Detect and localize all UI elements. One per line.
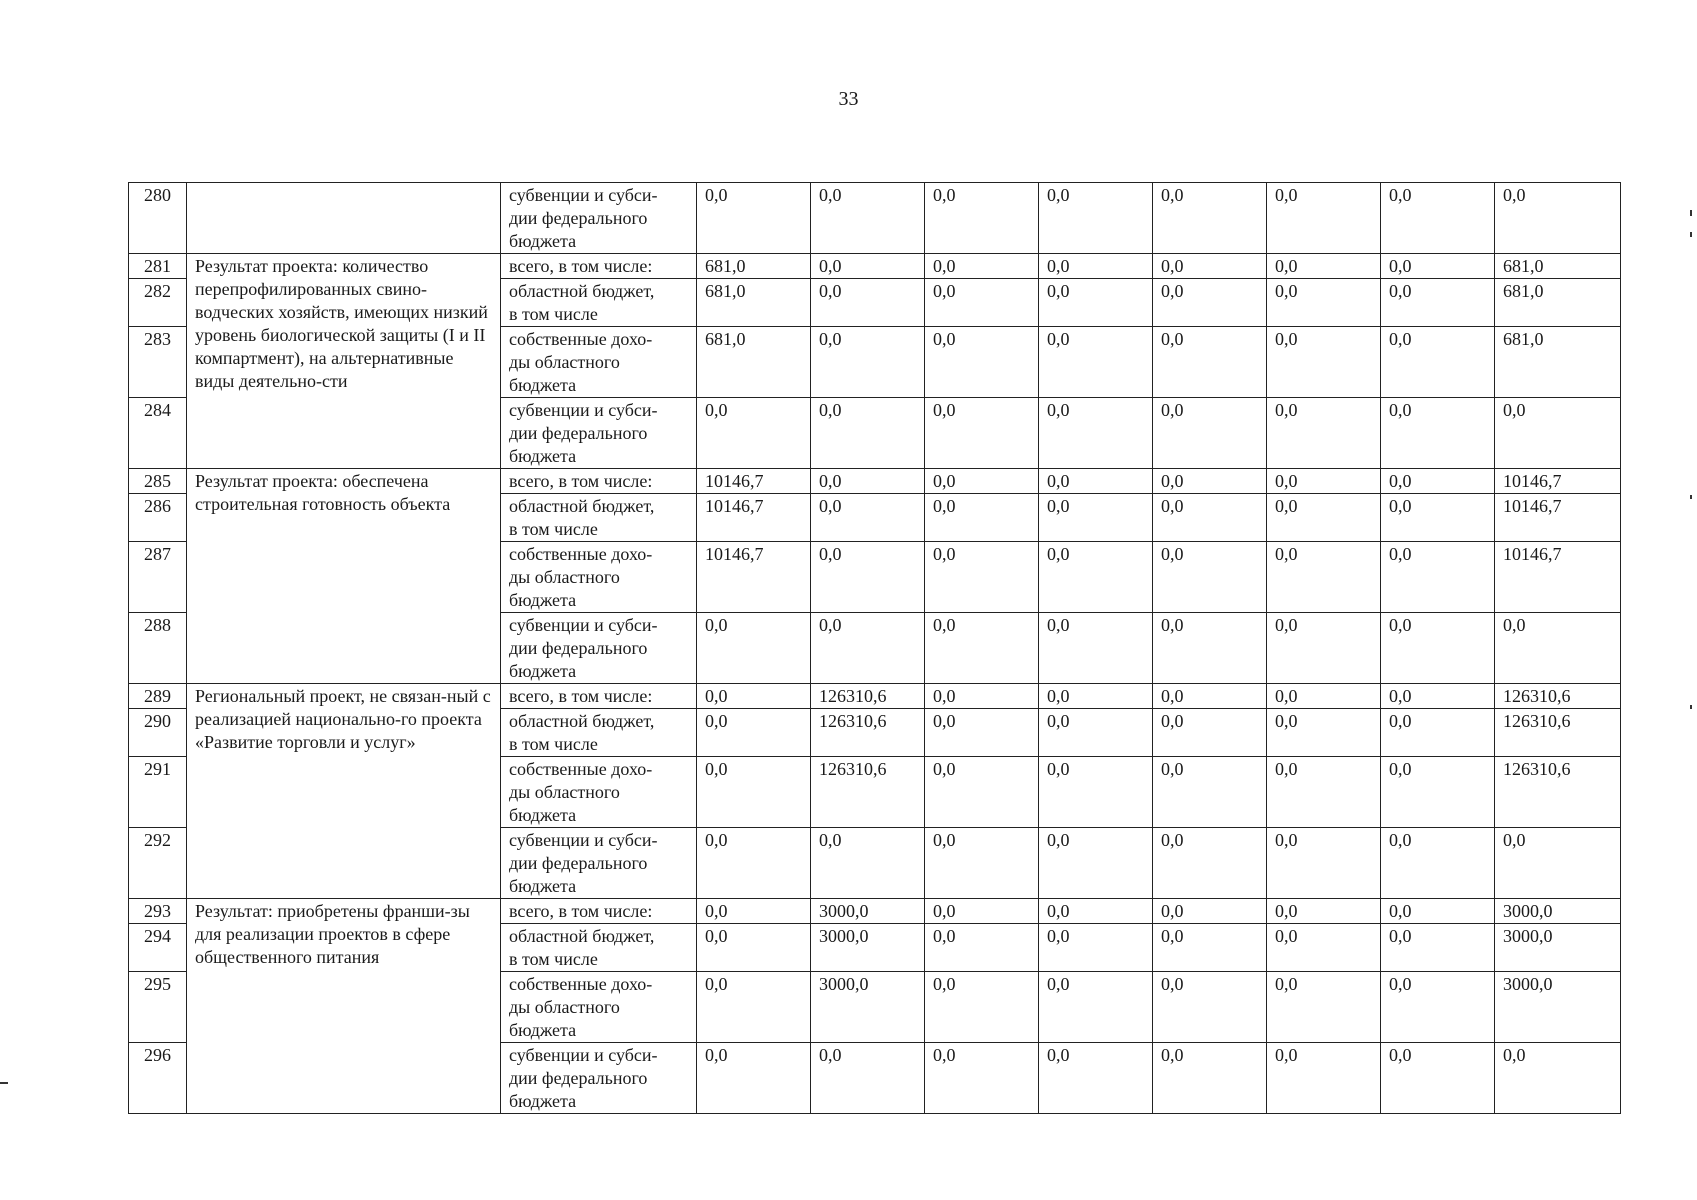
- margin-mark-left: [0, 1082, 8, 1084]
- result-description: Результат проекта: количество перепрофилированных свино-водческих хозяйств, имеющих низкий уровень биологической защиты (I и II компартмент), на альтернативные виды деятельно-сти: [187, 254, 501, 469]
- row-number: 293: [129, 899, 187, 924]
- amount-cell: 0,0: [925, 254, 1039, 279]
- amount-cell: 0,0: [1381, 469, 1495, 494]
- row-number: 290: [129, 709, 187, 757]
- amount-cell: 3000,0: [1495, 924, 1621, 972]
- amount-cell: 0,0: [811, 398, 925, 469]
- amount-cell: 0,0: [925, 183, 1039, 254]
- amount-cell: 0,0: [1267, 924, 1381, 972]
- amount-cell: 0,0: [1381, 542, 1495, 613]
- amount-cell: 0,0: [1267, 254, 1381, 279]
- amount-cell: 0,0: [697, 183, 811, 254]
- amount-cell: 0,0: [925, 327, 1039, 398]
- amount-cell: 126310,6: [811, 709, 925, 757]
- amount-cell: 0,0: [697, 972, 811, 1043]
- amount-cell: 0,0: [811, 542, 925, 613]
- amount-cell: 10146,7: [1495, 542, 1621, 613]
- amount-cell: 0,0: [811, 1043, 925, 1114]
- row-number: 289: [129, 684, 187, 709]
- row-number: 294: [129, 924, 187, 972]
- amount-cell: 0,0: [1153, 469, 1267, 494]
- amount-cell: 0,0: [1267, 183, 1381, 254]
- amount-cell: 0,0: [1153, 828, 1267, 899]
- table-body: [129, 183, 1621, 1114]
- amount-cell: 0,0: [811, 469, 925, 494]
- amount-cell: 681,0: [1495, 279, 1621, 327]
- amount-cell: 0,0: [697, 899, 811, 924]
- amount-cell: 0,0: [925, 494, 1039, 542]
- table-row: [129, 254, 1621, 279]
- amount-cell: 0,0: [1267, 327, 1381, 398]
- amount-cell: 0,0: [1153, 398, 1267, 469]
- amount-cell: 0,0: [697, 613, 811, 684]
- row-number: 284: [129, 398, 187, 469]
- amount-cell: 0,0: [1267, 899, 1381, 924]
- funding-source: собственные дохо- ды областного бюджета: [501, 972, 697, 1043]
- amount-cell: 0,0: [1153, 542, 1267, 613]
- amount-cell: 0,0: [1267, 613, 1381, 684]
- amount-cell: 0,0: [811, 828, 925, 899]
- amount-cell: 0,0: [1381, 972, 1495, 1043]
- row-number: 296: [129, 1043, 187, 1114]
- row-number: 287: [129, 542, 187, 613]
- amount-cell: 0,0: [925, 398, 1039, 469]
- row-number: 281: [129, 254, 187, 279]
- amount-cell: 10146,7: [1495, 469, 1621, 494]
- amount-cell: 0,0: [1381, 757, 1495, 828]
- amount-cell: 0,0: [1039, 542, 1153, 613]
- amount-cell: 681,0: [1495, 327, 1621, 398]
- funding-source: собственные дохо- ды областного бюджета: [501, 757, 697, 828]
- funding-source: областной бюджет, в том числе: [501, 924, 697, 972]
- amount-cell: 0,0: [1495, 1043, 1621, 1114]
- amount-cell: 0,0: [1039, 279, 1153, 327]
- amount-cell: 0,0: [925, 757, 1039, 828]
- amount-cell: 0,0: [925, 972, 1039, 1043]
- amount-cell: 0,0: [925, 924, 1039, 972]
- amount-cell: 0,0: [1381, 183, 1495, 254]
- amount-cell: 0,0: [1267, 972, 1381, 1043]
- page-number: 33: [838, 88, 859, 110]
- amount-cell: 0,0: [1381, 1043, 1495, 1114]
- amount-cell: 0,0: [1039, 494, 1153, 542]
- amount-cell: 126310,6: [1495, 709, 1621, 757]
- funding-source: всего, в том числе:: [501, 899, 697, 924]
- budget-table: [128, 182, 1621, 1114]
- amount-cell: 0,0: [925, 469, 1039, 494]
- margin-mark-right-2: [1690, 232, 1692, 237]
- amount-cell: 0,0: [925, 709, 1039, 757]
- amount-cell: 0,0: [811, 613, 925, 684]
- amount-cell: 126310,6: [811, 757, 925, 828]
- amount-cell: 0,0: [1153, 279, 1267, 327]
- amount-cell: 0,0: [1381, 924, 1495, 972]
- amount-cell: 0,0: [1381, 398, 1495, 469]
- amount-cell: 0,0: [1153, 684, 1267, 709]
- amount-cell: 0,0: [697, 684, 811, 709]
- description-cell-empty: [187, 183, 501, 254]
- row-number: 292: [129, 828, 187, 899]
- result-description: Региональный проект, не связан-ный с реализацией национально-го проекта «Развитие торговли и услуг»: [187, 684, 501, 899]
- amount-cell: 0,0: [925, 828, 1039, 899]
- funding-source: всего, в том числе:: [501, 684, 697, 709]
- amount-cell: 0,0: [1039, 899, 1153, 924]
- amount-cell: 0,0: [1267, 828, 1381, 899]
- amount-cell: 0,0: [1153, 709, 1267, 757]
- amount-cell: 0,0: [1267, 469, 1381, 494]
- row-number: 285: [129, 469, 187, 494]
- amount-cell: 0,0: [697, 828, 811, 899]
- amount-cell: 0,0: [1267, 684, 1381, 709]
- funding-source: областной бюджет, в том числе: [501, 494, 697, 542]
- row-number: 283: [129, 327, 187, 398]
- amount-cell: 0,0: [697, 709, 811, 757]
- margin-mark-right-4: [1690, 705, 1692, 709]
- amount-cell: 0,0: [925, 279, 1039, 327]
- funding-source: субвенции и субси- дии федерального бюджета: [501, 613, 697, 684]
- amount-cell: 0,0: [1153, 494, 1267, 542]
- amount-cell: 0,0: [1381, 327, 1495, 398]
- amount-cell: 0,0: [1267, 494, 1381, 542]
- table-row: [129, 469, 1621, 494]
- amount-cell: 0,0: [925, 1043, 1039, 1114]
- amount-cell: 0,0: [697, 398, 811, 469]
- amount-cell: 0,0: [697, 1043, 811, 1114]
- amount-cell: 681,0: [697, 279, 811, 327]
- amount-cell: 0,0: [1153, 924, 1267, 972]
- amount-cell: 0,0: [1039, 1043, 1153, 1114]
- amount-cell: 0,0: [1039, 972, 1153, 1043]
- funding-source: субвенции и субси- дии федерального бюджета: [501, 828, 697, 899]
- margin-mark-right-3: [1690, 495, 1692, 499]
- funding-source: всего, в том числе:: [501, 469, 697, 494]
- amount-cell: 0,0: [1381, 899, 1495, 924]
- amount-cell: 0,0: [1153, 254, 1267, 279]
- funding-source: всего, в том числе:: [501, 254, 697, 279]
- amount-cell: 0,0: [1039, 398, 1153, 469]
- amount-cell: 0,0: [811, 254, 925, 279]
- amount-cell: 0,0: [1381, 684, 1495, 709]
- amount-cell: 0,0: [1039, 709, 1153, 757]
- amount-cell: 0,0: [1381, 828, 1495, 899]
- amount-cell: 0,0: [811, 183, 925, 254]
- funding-source: субвенции и субси- дии федерального бюджета: [501, 1043, 697, 1114]
- amount-cell: 0,0: [1039, 613, 1153, 684]
- amount-cell: 0,0: [1267, 398, 1381, 469]
- amount-cell: 0,0: [1039, 828, 1153, 899]
- table-row: [129, 684, 1621, 709]
- amount-cell: 0,0: [1153, 327, 1267, 398]
- table-row: [129, 183, 1621, 254]
- funding-source: субвенции и субси- дии федерального бюджета: [501, 398, 697, 469]
- amount-cell: 681,0: [697, 327, 811, 398]
- amount-cell: 126310,6: [1495, 757, 1621, 828]
- amount-cell: 0,0: [1381, 494, 1495, 542]
- amount-cell: 3000,0: [811, 899, 925, 924]
- amount-cell: 0,0: [1495, 613, 1621, 684]
- amount-cell: 0,0: [1381, 613, 1495, 684]
- funding-source: собственные дохо- ды областного бюджета: [501, 327, 697, 398]
- amount-cell: 0,0: [1381, 279, 1495, 327]
- amount-cell: 3000,0: [1495, 972, 1621, 1043]
- result-description: Результат проекта: обеспечена строительная готовность объекта: [187, 469, 501, 684]
- amount-cell: 0,0: [811, 327, 925, 398]
- amount-cell: 126310,6: [1495, 684, 1621, 709]
- amount-cell: 0,0: [1267, 279, 1381, 327]
- amount-cell: 10146,7: [697, 469, 811, 494]
- row-number: 288: [129, 613, 187, 684]
- funding-source: областной бюджет, в том числе: [501, 279, 697, 327]
- amount-cell: 3000,0: [811, 972, 925, 1043]
- amount-cell: 0,0: [1039, 684, 1153, 709]
- amount-cell: 0,0: [1039, 183, 1153, 254]
- amount-cell: 681,0: [1495, 254, 1621, 279]
- amount-cell: 0,0: [1381, 709, 1495, 757]
- amount-cell: 0,0: [925, 613, 1039, 684]
- amount-cell: 0,0: [1153, 972, 1267, 1043]
- amount-cell: 3000,0: [1495, 899, 1621, 924]
- amount-cell: 0,0: [1495, 398, 1621, 469]
- amount-cell: 0,0: [1153, 183, 1267, 254]
- amount-cell: 0,0: [1267, 542, 1381, 613]
- amount-cell: 0,0: [1039, 327, 1153, 398]
- amount-cell: 0,0: [1039, 924, 1153, 972]
- amount-cell: 0,0: [697, 757, 811, 828]
- funding-source: субвенции и субси- дии федерального бюджета: [501, 183, 697, 254]
- amount-cell: 0,0: [925, 899, 1039, 924]
- row-number: 280: [129, 183, 187, 254]
- amount-cell: 0,0: [697, 924, 811, 972]
- amount-cell: 0,0: [811, 494, 925, 542]
- amount-cell: 0,0: [811, 279, 925, 327]
- row-number: 295: [129, 972, 187, 1043]
- amount-cell: 0,0: [1267, 709, 1381, 757]
- amount-cell: 10146,7: [1495, 494, 1621, 542]
- amount-cell: 0,0: [1153, 1043, 1267, 1114]
- amount-cell: 3000,0: [811, 924, 925, 972]
- amount-cell: 0,0: [925, 542, 1039, 613]
- amount-cell: 681,0: [697, 254, 811, 279]
- amount-cell: 0,0: [1267, 1043, 1381, 1114]
- result-description: Результат: приобретены франши-зы для реализации проектов в сфере общественного питания: [187, 899, 501, 1114]
- row-number: 291: [129, 757, 187, 828]
- amount-cell: 0,0: [1153, 899, 1267, 924]
- funding-source: собственные дохо- ды областного бюджета: [501, 542, 697, 613]
- amount-cell: 0,0: [1039, 469, 1153, 494]
- amount-cell: 10146,7: [697, 542, 811, 613]
- amount-cell: 0,0: [1495, 828, 1621, 899]
- margin-mark-right-1: [1690, 210, 1692, 216]
- table-row: [129, 899, 1621, 924]
- amount-cell: 0,0: [1153, 757, 1267, 828]
- funding-source: областной бюджет, в том числе: [501, 709, 697, 757]
- amount-cell: 0,0: [1153, 613, 1267, 684]
- amount-cell: 10146,7: [697, 494, 811, 542]
- amount-cell: 0,0: [1381, 254, 1495, 279]
- amount-cell: 0,0: [1495, 183, 1621, 254]
- amount-cell: 0,0: [1267, 757, 1381, 828]
- amount-cell: 0,0: [925, 684, 1039, 709]
- amount-cell: 0,0: [1039, 757, 1153, 828]
- row-number: 286: [129, 494, 187, 542]
- row-number: 282: [129, 279, 187, 327]
- amount-cell: 0,0: [1039, 254, 1153, 279]
- amount-cell: 126310,6: [811, 684, 925, 709]
